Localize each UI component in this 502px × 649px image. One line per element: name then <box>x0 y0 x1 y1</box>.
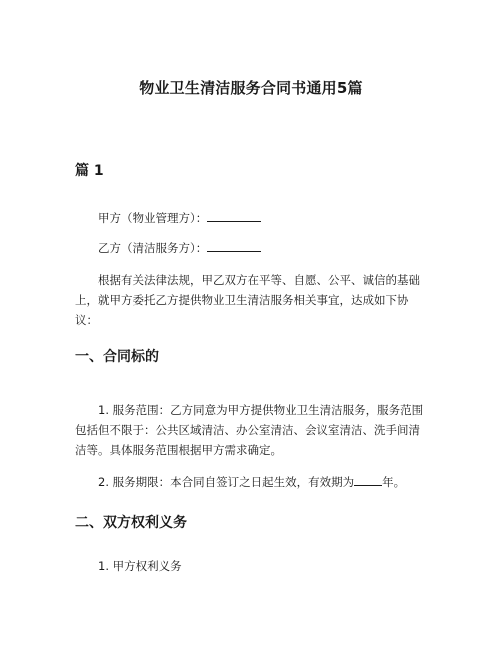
document-title: 物业卫生清洁服务合同书通用5篇 <box>139 79 363 97</box>
party-a-blank <box>207 210 261 222</box>
item2-prefix: 2. 服务期限：本合同自签订之日起生效，有效期为 <box>98 475 355 489</box>
party-b-label: 乙方（清洁服务方）： <box>98 241 208 255</box>
party-a-label: 甲方（物业管理方）： <box>98 211 208 225</box>
party-a-line <box>75 208 427 228</box>
party-b-blank <box>207 240 261 252</box>
intro-paragraph: 根据有关法律法规，甲乙双方在平等、自愿、公平、诚信的基础上，就甲方委托乙方提供物业卫生清洁服务相关事宜，达成如下协议： <box>75 273 420 327</box>
section2-item1: 1. 甲方权利义务 <box>98 559 182 573</box>
item2-suffix: 年。 <box>382 475 406 489</box>
term-years-blank <box>354 474 382 486</box>
section1-item1: 1. 服务范围：乙方同意为甲方提供物业卫生清洁服务，服务范围包括但不限于：公共区域清洁、办公室清洁、会议室清洁、洗手间清洁等。具体服务范围根据甲方需求确定。 <box>75 403 424 457</box>
party-b-line <box>75 238 427 258</box>
part-heading: 篇 1 <box>75 163 104 179</box>
section2-heading: 二、双方权利义务 <box>75 515 187 531</box>
section1-heading: 一、合同标的 <box>75 349 159 365</box>
section1-item2 <box>75 472 427 492</box>
